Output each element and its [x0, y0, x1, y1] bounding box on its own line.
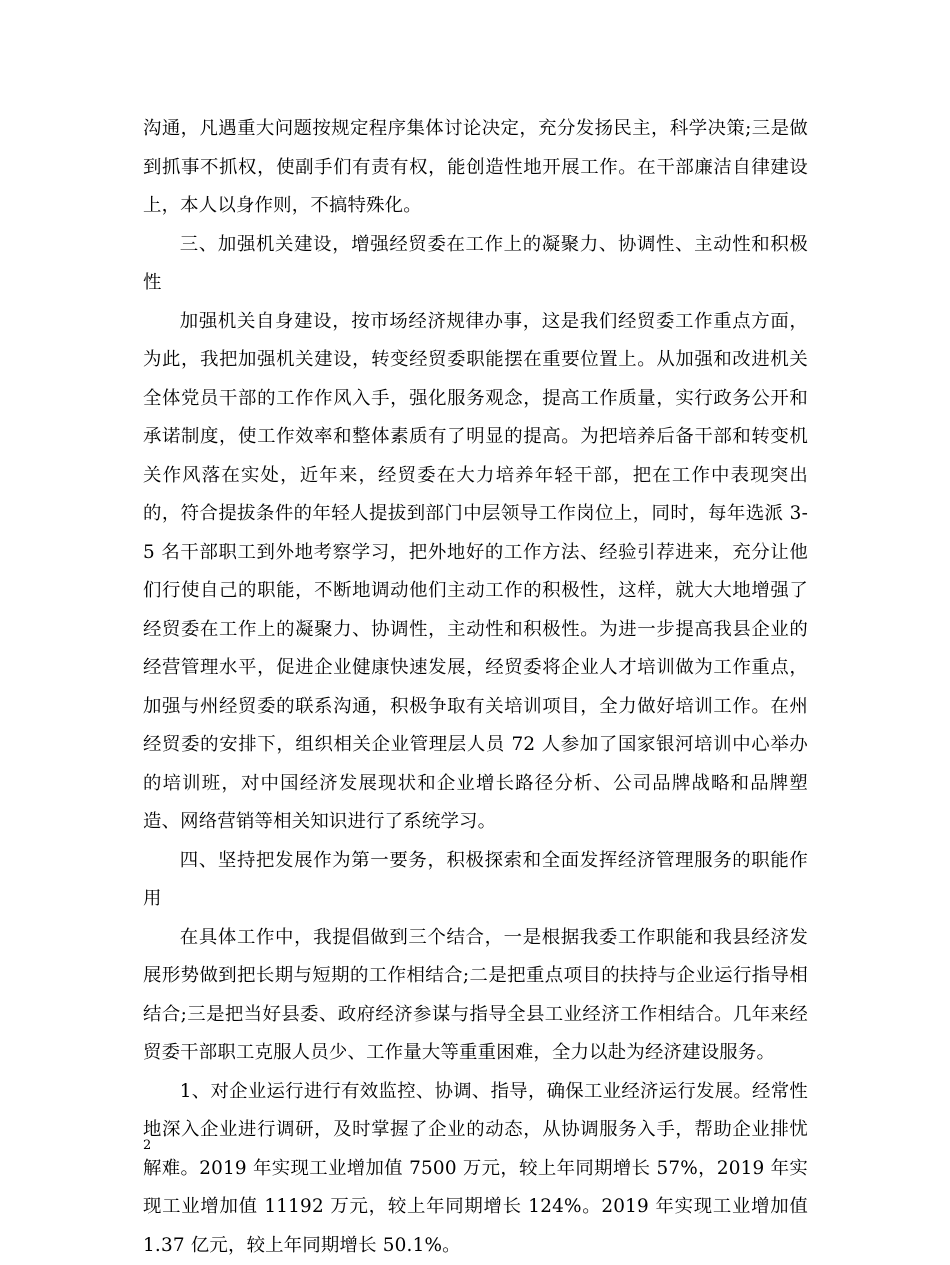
- paragraph-continued-text: 沟通，凡遇重大问题按规定程序集体讨论决定，充分发扬民主，科学决策;三是做到抓事不抓权，使副手们有责有权，能创造性地开展工作。在干部廉洁自律建设上，本人以身作则，不搞特殊化。: [143, 110, 808, 226]
- paragraph-organization-building: 加强机关自身建设，按市场经济规律办事，这是我们经贸委工作重点方面，为此，我把加强机关建设，转变经贸委职能摆在重要位置上。从加强和改进机关全体党员干部的工作作风入手，强化服务观念，提高工作质量，实行政务公开和承诺制度，使工作效率和整体素质有了明显的提高。为把培养后备干部和转变机关作风落在实处，近年来，经贸委在大力培养年轻干部，把在工作中表现突出的，符合提拔条件的年轻人提拔到部门中层领导工作岗位上，同时，每年选派 3-5 名干部职工到外地考察学习，把外地好的工作方法、经验引荐进来，充分让他们行使自己的职能，不断地调动他们主动工作的积极性，这样，就大大地增强了经贸委在工作上的凝聚力、协调性，主动性和积极性。为进一步提高我县企业的经营管理水平，促进企业健康快速发展，经贸委将企业人才培训做为工作重点，加强与州经贸委的联系沟通，积极争取有关培训项目，全力做好培训工作。在州经贸委的安排下，组织相关企业管理层人员 72 人参加了国家银河培训中心举办的培训班，对中国经济发展现状和企业增长路径分析、公司品牌战略和品牌塑造、网络营销等相关知识进行了系统学习。: [143, 303, 808, 842]
- document-body: [143, 110, 808, 1265]
- paragraph-three-combinations: 在具体工作中，我提倡做到三个结合，一是根据我委工作职能和我县经济发展形势做到把长期与短期的工作相结合;二是把重点项目的扶持与企业运行指导相结合;三是把当好县委、政府经济参谋与指导全县工业经济工作相结合。几年来经贸委干部职工克服人员少、工作量大等重重困难，全力以赴为经济建设服务。: [143, 919, 808, 1073]
- section-heading-4: 四、坚持把发展作为第一要务，积极探索和全面发挥经济管理服务的职能作用: [143, 842, 808, 919]
- paragraph-enterprise-monitoring: 1、对企业运行进行有效监控、协调、指导，确保工业经济运行发展。经常性地深入企业进行调研，及时掌握了企业的动态，从协调服务入手，帮助企业排忧解难。2019 年实现工业增加值 7500 万元，较上年同期增长 57%，2019 年实现工业增加值 11192 万元，较上年同期增长 124%。2019 年实现工业增加值 1.37 亿元，较上年同期增长 50.1%。: [143, 1073, 808, 1265]
- page-number: 2: [143, 1137, 151, 1155]
- section-heading-3: 三、加强机关建设，增强经贸委在工作上的凝聚力、协调性、主动性和积极性: [143, 226, 808, 303]
